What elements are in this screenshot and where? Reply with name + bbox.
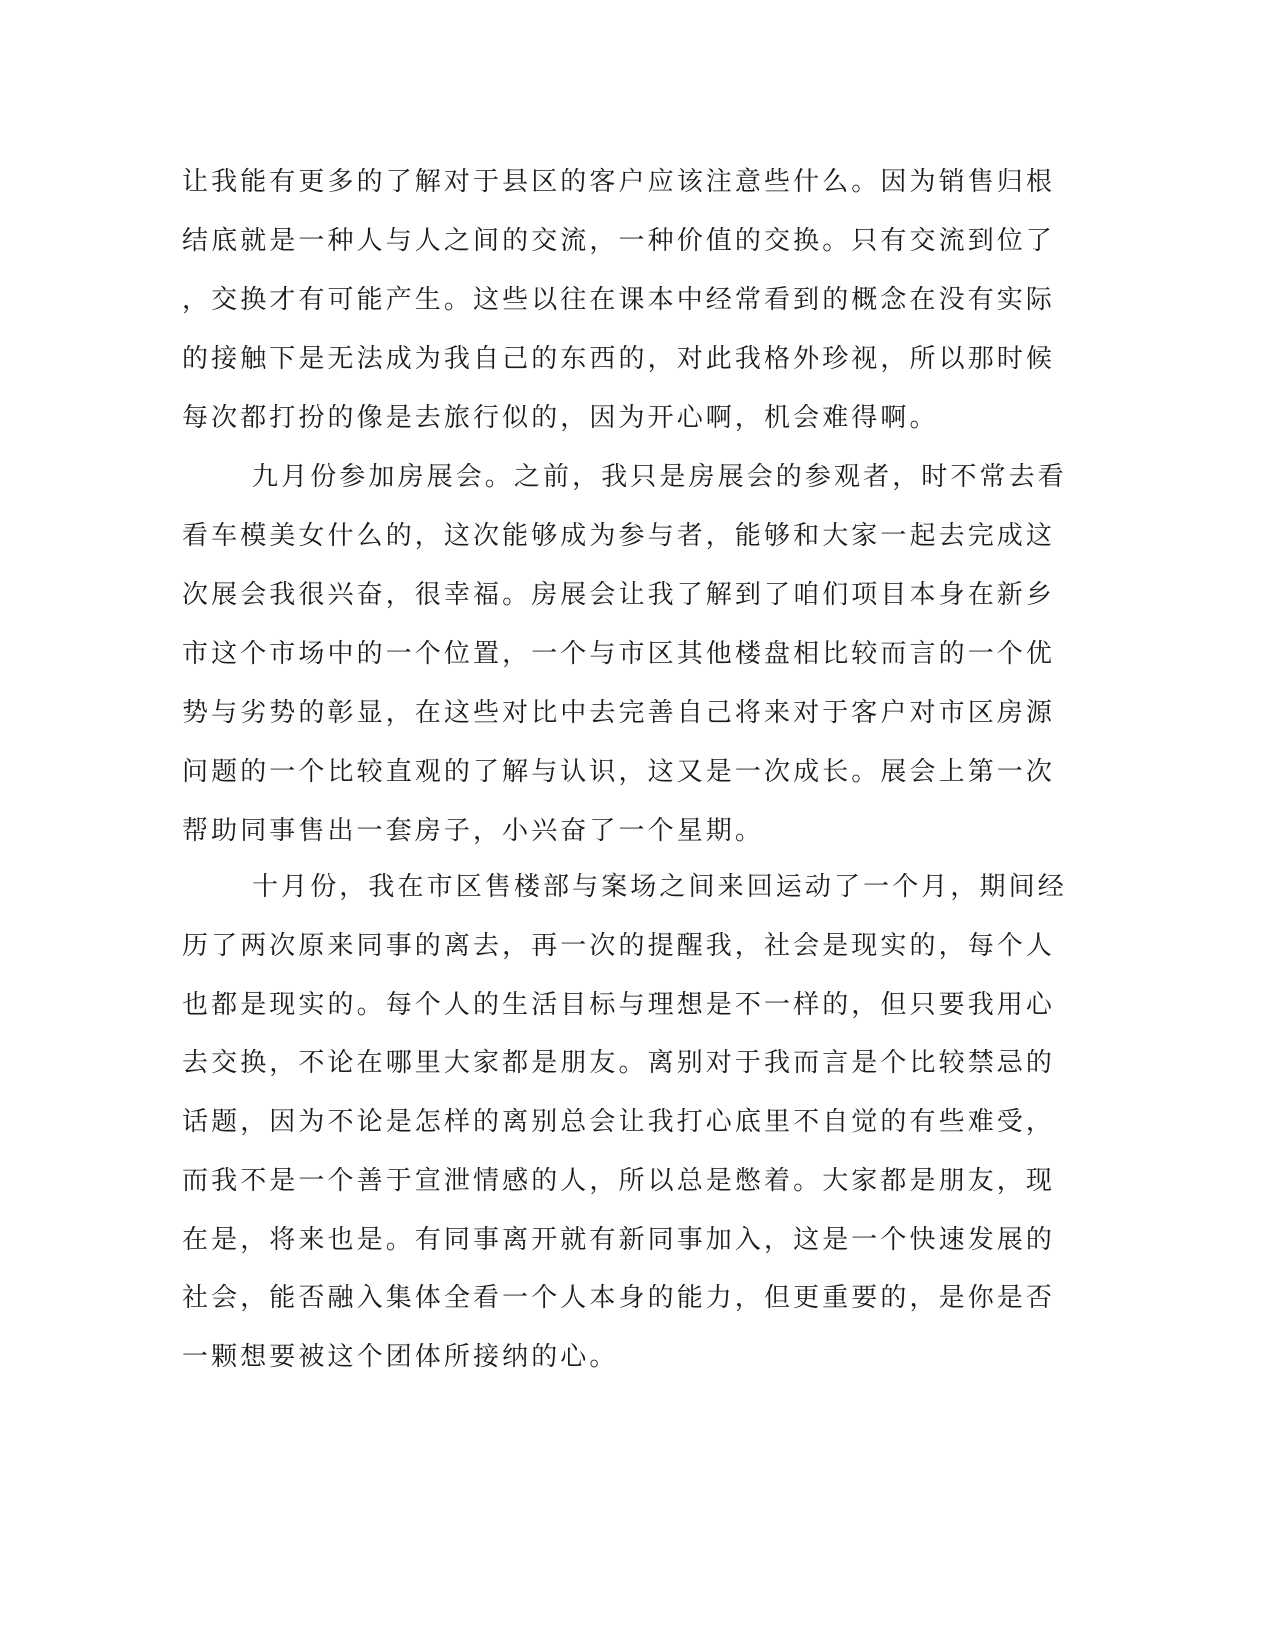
text-line: 看车模美女什么的，这次能够成为参与者，能够和大家一起去完成这: [182, 521, 1056, 551]
text-line: 帮助同事售出一套房子，小兴奋了一个星期。: [182, 816, 765, 846]
text-line: 市这个市场中的一个位置，一个与市区其他楼盘相比较而言的一个优: [182, 639, 1056, 669]
text-line: 话题，因为不论是怎样的离别总会让我打心底里不自觉的有些难受，: [182, 1107, 1056, 1137]
text-line: 去交换，不论在哪里大家都是朋友。离别对于我而言是个比较禁忌的: [182, 1048, 1056, 1078]
text-line: 的接触下是无法成为我自己的东西的，对此我格外珍视，所以那时候: [182, 344, 1056, 374]
text-line: 在是，将来也是。有同事离开就有新同事加入，这是一个快速发展的: [182, 1225, 1056, 1255]
text-line: ，交换才有可能产生。这些以往在课本中经常看到的概念在没有实际: [182, 285, 1056, 315]
text-line: 势与劣势的彰显，在这些对比中去完善自己将来对于客户对市区房源: [182, 698, 1056, 728]
text-line: 每次都打扮的像是去旅行似的，因为开心啊，机会难得啊。: [182, 403, 939, 433]
text-line: 让我能有更多的了解对于县区的客户应该注意些什么。因为销售归根: [182, 167, 1056, 197]
text-line: 社会，能否融入集体全看一个人本身的能力，但更重要的，是你是否: [182, 1283, 1056, 1313]
text-line: 问题的一个比较直观的了解与认识，这又是一次成长。展会上第一次: [182, 757, 1056, 787]
text-line: 历了两次原来同事的离去，再一次的提醒我，社会是现实的，每个人: [182, 931, 1056, 961]
text-line: 而我不是一个善于宣泄情感的人，所以总是憋着。大家都是朋友，现: [182, 1166, 1056, 1196]
text-line: 也都是现实的。每个人的生活目标与理想是不一样的，但只要我用心: [182, 990, 1056, 1020]
paragraph-start-line: 十月份，我在市区售楼部与案场之间来回运动了一个月，期间经: [252, 872, 1067, 902]
text-line: 一颗想要被这个团体所接纳的心。: [182, 1342, 619, 1372]
text-line: 结底就是一种人与人之间的交流，一种价值的交换。只有交流到位了: [182, 226, 1056, 256]
paragraph-start-line: 九月份参加房展会。之前，我只是房展会的参观者，时不常去看: [252, 462, 1067, 492]
text-line: 次展会我很兴奋，很幸福。房展会让我了解到了咱们项目本身在新乡: [182, 580, 1056, 610]
